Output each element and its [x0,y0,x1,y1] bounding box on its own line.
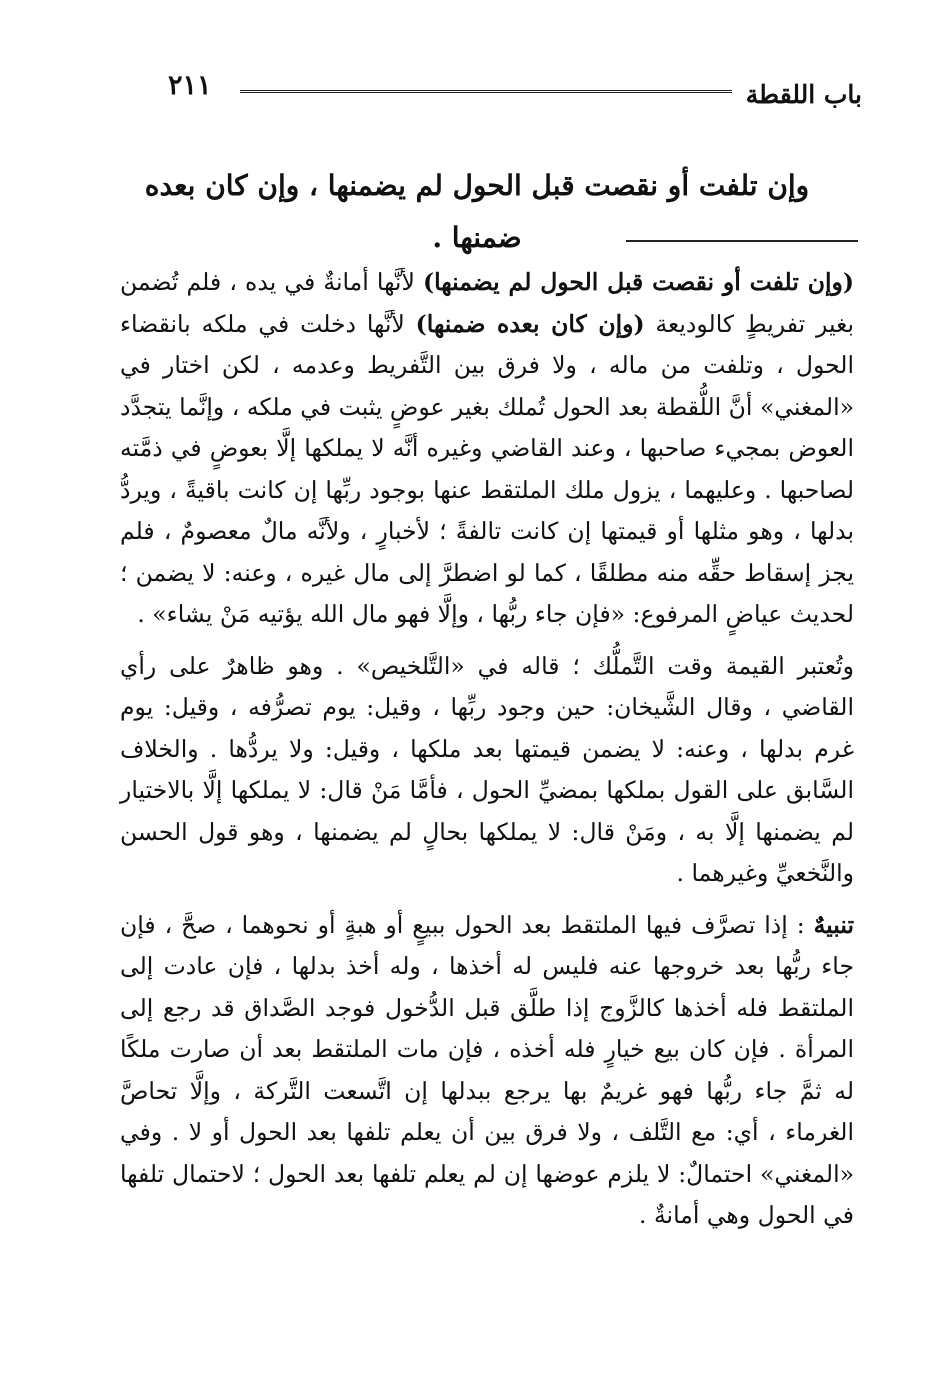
main-text: وإن تلفت أو نقصت قبل الحول لم يضمنها ، وإن كان بعده ضمنها . [144,169,810,254]
chapter-title: باب اللقطة [745,80,862,109]
commentary-paragraph-1 [120,262,854,636]
commentary-paragraph-3 [120,905,854,1237]
separator-rule [626,240,858,242]
note-label: تنبيهٌ [813,910,854,939]
commentary-text: : إذا تصرَّف فيها الملتقط بعد الحول ببيعٍ أو هبةٍ أو نحوهما ، صحَّ ، فإن جاء ربُّها بعد خروجها عنه فليس له أخذها ، وله أخذ بدلها ، فإن عادت إلى الملتقط فله أخذها كالزَّوج إذا طلَّق قبل الدُّخول فوجد الصَّداق قد رجع إلى المرأة . فإن كان بيع خيارٍ فله أخذه ، فإن مات الملتقط بعد أن صارت ملكًا له ثمَّ جاء ربُّها فهو غريمٌ بها يرجع ببدلها إن اتَّسعت التَّركة ، وإلَّا تحاصَّ الغرماء ، أي: مع التَّلف ، ولا فرق بين أن يعلم تلفها بعد الحول أو لا . وفي «المغني» احتمالٌ: لا يلزم عوضها إن لم يعلم تلفها بعد الحول ؛ لاحتمال تلفها في الحول وهي أمانةٌ . [120,910,854,1229]
commentary-text: لأنَّها أمانةٌ في يده ، فلم تُضمن بغير تفريطٍ كالوديعة [120,268,854,338]
quoted-matn: (وإن تلفت أو نقصت قبل الحول لم يضمنها) [423,268,854,296]
commentary-paragraph-2: وتُعتبر القيمة وقت التَّملُّك ؛ قاله في «التَّلخيص» . وهو ظاهرٌ على رأي القاضي ، وقال الشَّيخان: حين وجود ربِّها ، وقيل: يوم تصرُّفه ، وقيل: يوم غرم بدلها ، وعنه: لا يضمن قيمتها بعد ملكها ، وقيل: ولا يردُّها . والخلاف السَّابق على القول بملكها بمضيِّ الحول ، فأمَّا مَنْ قال: لا يملكها إلَّا بالاختيار لم يضمنها إلَّا به ، ومَنْ قال: لا يملكها بحالٍ لم يضمنها ، وهو قول الحسن والنَّخعيِّ وغيرهما . [120,651,854,887]
commentary-text: لأنَّها دخلت في ملكه بانقضاء الحول ، وتلفت من ماله ، ولا فرق بين التَّفريط وعدمه ، لكن اختار في «المغني» أنَّ اللُّقطة بعد الحول تُملك بغير عوضٍ يثبت في ملكه ، وإنَّما يتجدَّد العوض بمجيء صاحبها ، وعند القاضي وغيره أنَّه لا يملكها إلَّا بعوضٍ في ذمَّته لصاحبها . وعليهما ، يزول ملك الملتقط عنها بوجود ربِّها إن كانت باقيةً ، ويردُّ بدلها ، وهو مثلها أو قيمتها إن كانت تالفةً ؛ لأخبارٍ ، ولأنَّه مالٌ معصومٌ ، فلم يجز إسقاط حقِّه منه مطلقًا ، كما لو اضطرَّ إلى مال غيره ، وعنه: لا يضمن ؛ لحديث عياضٍ المرفوع: «فإن جاء ربُّها ، وإلَّا فهو مال الله يؤتيه مَنْ يشاء» . [120,309,854,628]
page-header [150,62,862,122]
page-number: ٢١١ [168,70,212,101]
commentary [120,262,854,1247]
header-rule [240,90,732,96]
quoted-matn: (وإن كان بعده ضمنها) [415,309,645,338]
